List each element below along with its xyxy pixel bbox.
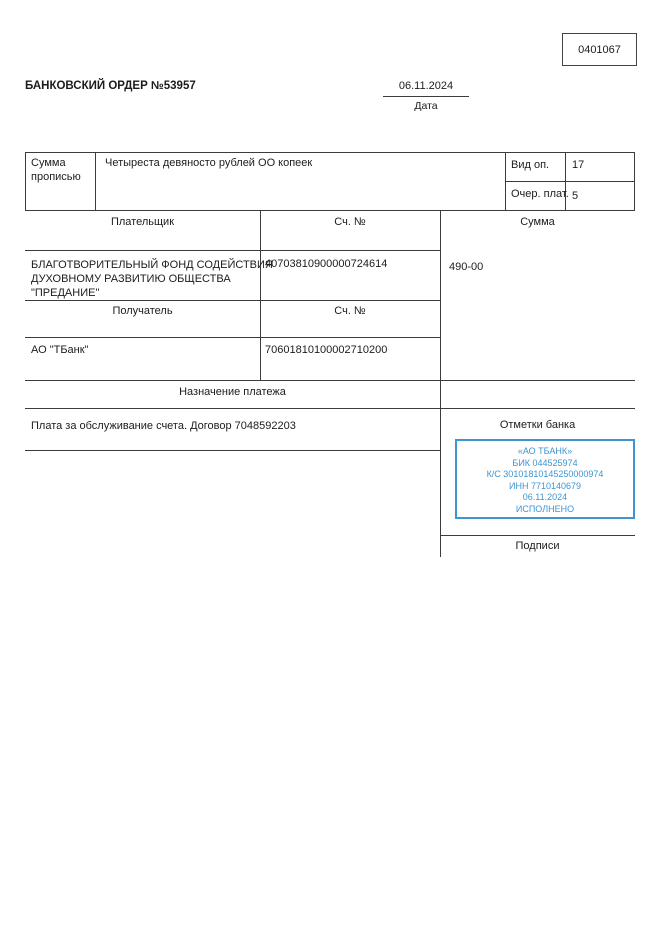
payer-account-header: Сч. № [334,216,366,228]
sum-value: 490-00 [449,261,484,273]
purpose-header: Назначение платежа [179,386,286,398]
bank-stamp-line-4: ИНН 7710140679 [508,480,582,491]
grid-line-amount-bottom [25,210,635,211]
grid-line-recipient-header-top [25,300,440,301]
form-code: 0401067 [578,43,621,56]
operation-type-value: 17 [572,159,585,171]
recipient-account-header: Сч. № [334,305,366,317]
grid-line-payer-header-bottom [25,250,440,251]
payer-account-number: 40703810900000724614 [265,258,388,270]
payment-priority-value: 5 [572,190,579,202]
recipient-header: Получатель [112,305,173,317]
purpose-text: Плата за обслуживание счета. Договор 7048592203 [31,420,296,432]
date-value: 06.11.2024 [398,80,454,92]
grid-vline-left [25,152,26,210]
bank-stamp-line-1: «АО ТБАНК» [517,446,573,456]
date-label: Дата [414,100,438,112]
bank-marks-header: Отметки банка [499,419,576,431]
payer-header: Плательщик [110,216,175,228]
bank-stamp [455,439,635,519]
recipient-account-number: 70601810100002710200 [265,344,388,356]
payer-name-line-3: "ПРЕДАНИЕ" [31,287,100,299]
amount-words-label: Сумма прописью [31,157,81,183]
payer-name [31,258,273,300]
payment-priority-label: Очер. плат. [511,188,569,200]
signatures-label: Подписи [515,540,560,552]
bank-stamp-line-5: 06.11.2024 [522,492,568,502]
grid-vline-amount-label [95,152,96,210]
grid-line-top [25,152,635,153]
bank-stamp-line-3: К/С 30101810145250000974 [486,469,604,479]
bank-stamp-line-6: ИСПОЛНЕНО [515,503,575,514]
grid-vline-op-value [565,152,566,210]
grid-line-recipient-header-bottom [25,337,440,338]
grid-line-purpose-bottom [25,450,440,451]
grid-vline-right [634,152,635,210]
grid-line-recipient-bottom [25,380,635,381]
amount-words-value: Четыреста девяносто рублей ОО копеек [105,157,313,169]
bank-stamp-line-2: БИК 044525974 [512,457,578,468]
form-code-box [562,33,637,66]
grid-vline-op-left [505,152,506,210]
grid-line-signatures-top [440,535,635,536]
payer-name-line-2: ДУХОВНОМУ РАЗВИТИЮ ОБЩЕСТВА [31,273,231,285]
recipient-name: АО "ТБанк" [31,344,89,356]
document-title: БАНКОВСКИЙ ОРДЕР №53957 [25,80,196,92]
operation-type-label: Вид оп. [511,159,550,171]
payer-name-line-1: БЛАГОТВОРИТЕЛЬНЫЙ ФОНД СОДЕЙСТВИЯ [31,259,273,271]
date-underline [383,96,469,97]
sum-header: Сумма [520,216,555,228]
grid-vline-sum-column [440,210,441,557]
grid-line-op-split [505,181,635,182]
grid-line-purpose-header-bottom [25,408,635,409]
